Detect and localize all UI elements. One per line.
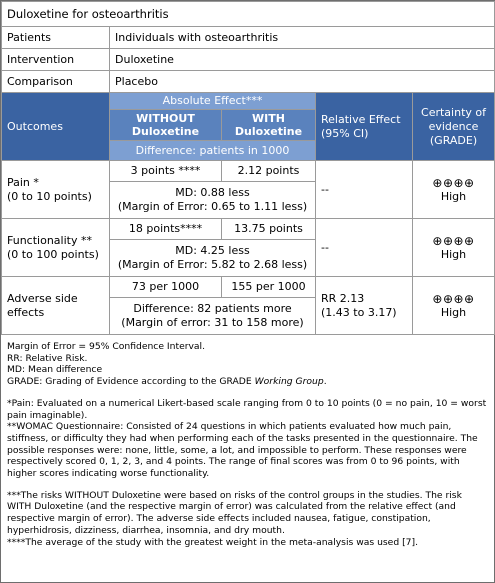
- with-value: 2.12 points: [222, 161, 316, 182]
- footnote-average: ****The average of the study with the greatest weight in the meta-analysis was used [7].: [7, 536, 419, 548]
- pico-label: Intervention: [2, 49, 110, 71]
- outcome-cell: [2, 277, 110, 335]
- certainty-header: Certainty of evidence (GRADE): [413, 93, 495, 161]
- footnote-grade-text: GRADE: Grading of Evidence according to the GRADE: [7, 376, 255, 388]
- pico-value: Duloxetine: [110, 49, 495, 71]
- footnote-moe: Margin of Error = 95% Confidence Interval.: [7, 341, 206, 352]
- summary-table: [1, 1, 495, 335]
- outcome-cell: [2, 219, 110, 277]
- grade-symbols-icon: ⊕⊕⊕⊕: [432, 233, 475, 248]
- pico-row-intervention: [2, 49, 495, 71]
- pico-row-comparison: [2, 71, 495, 93]
- certainty-cell: [413, 219, 495, 277]
- table-title: Duloxetine for osteoarthritis: [2, 2, 495, 27]
- without-duloxetine-header: WITHOUT Duloxetine: [110, 110, 222, 141]
- with-value: 155 per 1000: [222, 277, 316, 298]
- pico-label: Patients: [2, 27, 110, 49]
- footnote-womac: **WOMAC Questionnaire: Consisted of 24 questions in which patients evaluated how much pain, stiffness, or difficulty they had when performing each of the tasks presented in the questionnaire. The possible responses were: none, little, some, a lot, and impossible to perform. These responses were respectively scored 0, 1, 2, 3, and 4 points. The range of final scores was from 0 to 96 points, with higher scores indicating worse functionality.: [7, 421, 478, 480]
- certainty-cell: [413, 161, 495, 219]
- pico-row-patients: [2, 27, 495, 49]
- footnote-md: MD: Mean difference: [7, 364, 103, 376]
- with-duloxetine-header: WITH Duloxetine: [222, 110, 316, 141]
- relative-effect-ci: (1.43 to 3.17): [321, 305, 397, 319]
- with-value: 13.75 points: [222, 219, 316, 240]
- difference-moe: (Margin of Error: 0.65 to 1.11 less): [117, 200, 308, 213]
- grade-symbols-icon: ⊕⊕⊕⊕: [432, 175, 475, 190]
- outcome-cell: [2, 161, 110, 219]
- outcomes-header: Outcomes: [2, 93, 110, 161]
- relative-effect-cell: [316, 161, 413, 219]
- difference-value: MD: 0.88 less: [175, 186, 250, 199]
- relative-effect-value: RR 2.13: [321, 291, 365, 305]
- without-value: 18 points****: [110, 219, 222, 240]
- without-value: 3 points ****: [110, 161, 222, 182]
- difference-header: Difference: patients in 1000: [110, 141, 316, 161]
- difference-value: MD: 4.25 less: [175, 244, 250, 257]
- grade-symbols-icon: ⊕⊕⊕⊕: [432, 291, 475, 306]
- absolute-effect-header: Absolute Effect***: [110, 93, 316, 110]
- outcome-scale: effects: [7, 305, 45, 319]
- pico-value: Placebo: [110, 71, 495, 93]
- grade-label: High: [440, 305, 467, 319]
- outcome-scale: (0 to 100 points): [7, 247, 99, 261]
- grade-label: High: [440, 189, 467, 203]
- relative-effect-header: Relative Effect (95% CI): [316, 93, 413, 161]
- footnotes: [1, 335, 494, 548]
- relative-effect-cell: [316, 219, 413, 277]
- outcome-name: Adverse side: [7, 291, 78, 305]
- outcome-name: Pain *: [7, 175, 39, 189]
- difference-value: Difference: 82 patients more: [133, 302, 292, 315]
- difference-cell: [110, 182, 316, 219]
- grade-label: High: [440, 247, 467, 261]
- pico-label: Comparison: [2, 71, 110, 93]
- footnote-risks: ***The risks WITHOUT Duloxetine were based on risks of the control groups in the studies. The risk WITH Duloxetine (and the respective margin of error) was calculated from the relative effect (and respective margin of error). The adverse side effects included nausea, fatigue, constipation, hyperhidrosis, dizziness, diarrhea, insomnia, and dry mouth.: [7, 489, 462, 536]
- difference-moe: (Margin of error: 31 to 158 more): [121, 316, 304, 329]
- difference-moe: (Margin of Error: 5.82 to 2.68 less): [117, 258, 308, 271]
- footnote-grade: [7, 376, 488, 388]
- certainty-cell: [413, 277, 495, 335]
- relative-effect-value: --: [321, 240, 329, 254]
- difference-cell: [110, 298, 316, 335]
- footnote-pain: *Pain: Evaluated on a numerical Likert-based scale ranging from 0 to 10 points (0 = no pain, 10 = worst pain imaginable).: [7, 397, 487, 421]
- relative-effect-value: --: [321, 182, 329, 196]
- difference-cell: [110, 240, 316, 277]
- pico-value: Individuals with osteoarthritis: [110, 27, 495, 49]
- relative-effect-cell: [316, 277, 413, 335]
- outcome-scale: (0 to 10 points): [7, 189, 92, 203]
- footnote-rr: RR: Relative Risk.: [7, 352, 88, 364]
- without-value: 73 per 1000: [110, 277, 222, 298]
- footnote-grade-italic: Working Group: [254, 376, 324, 388]
- footnote-grade-suffix: .: [323, 376, 327, 388]
- outcome-name: Functionality **: [7, 233, 92, 247]
